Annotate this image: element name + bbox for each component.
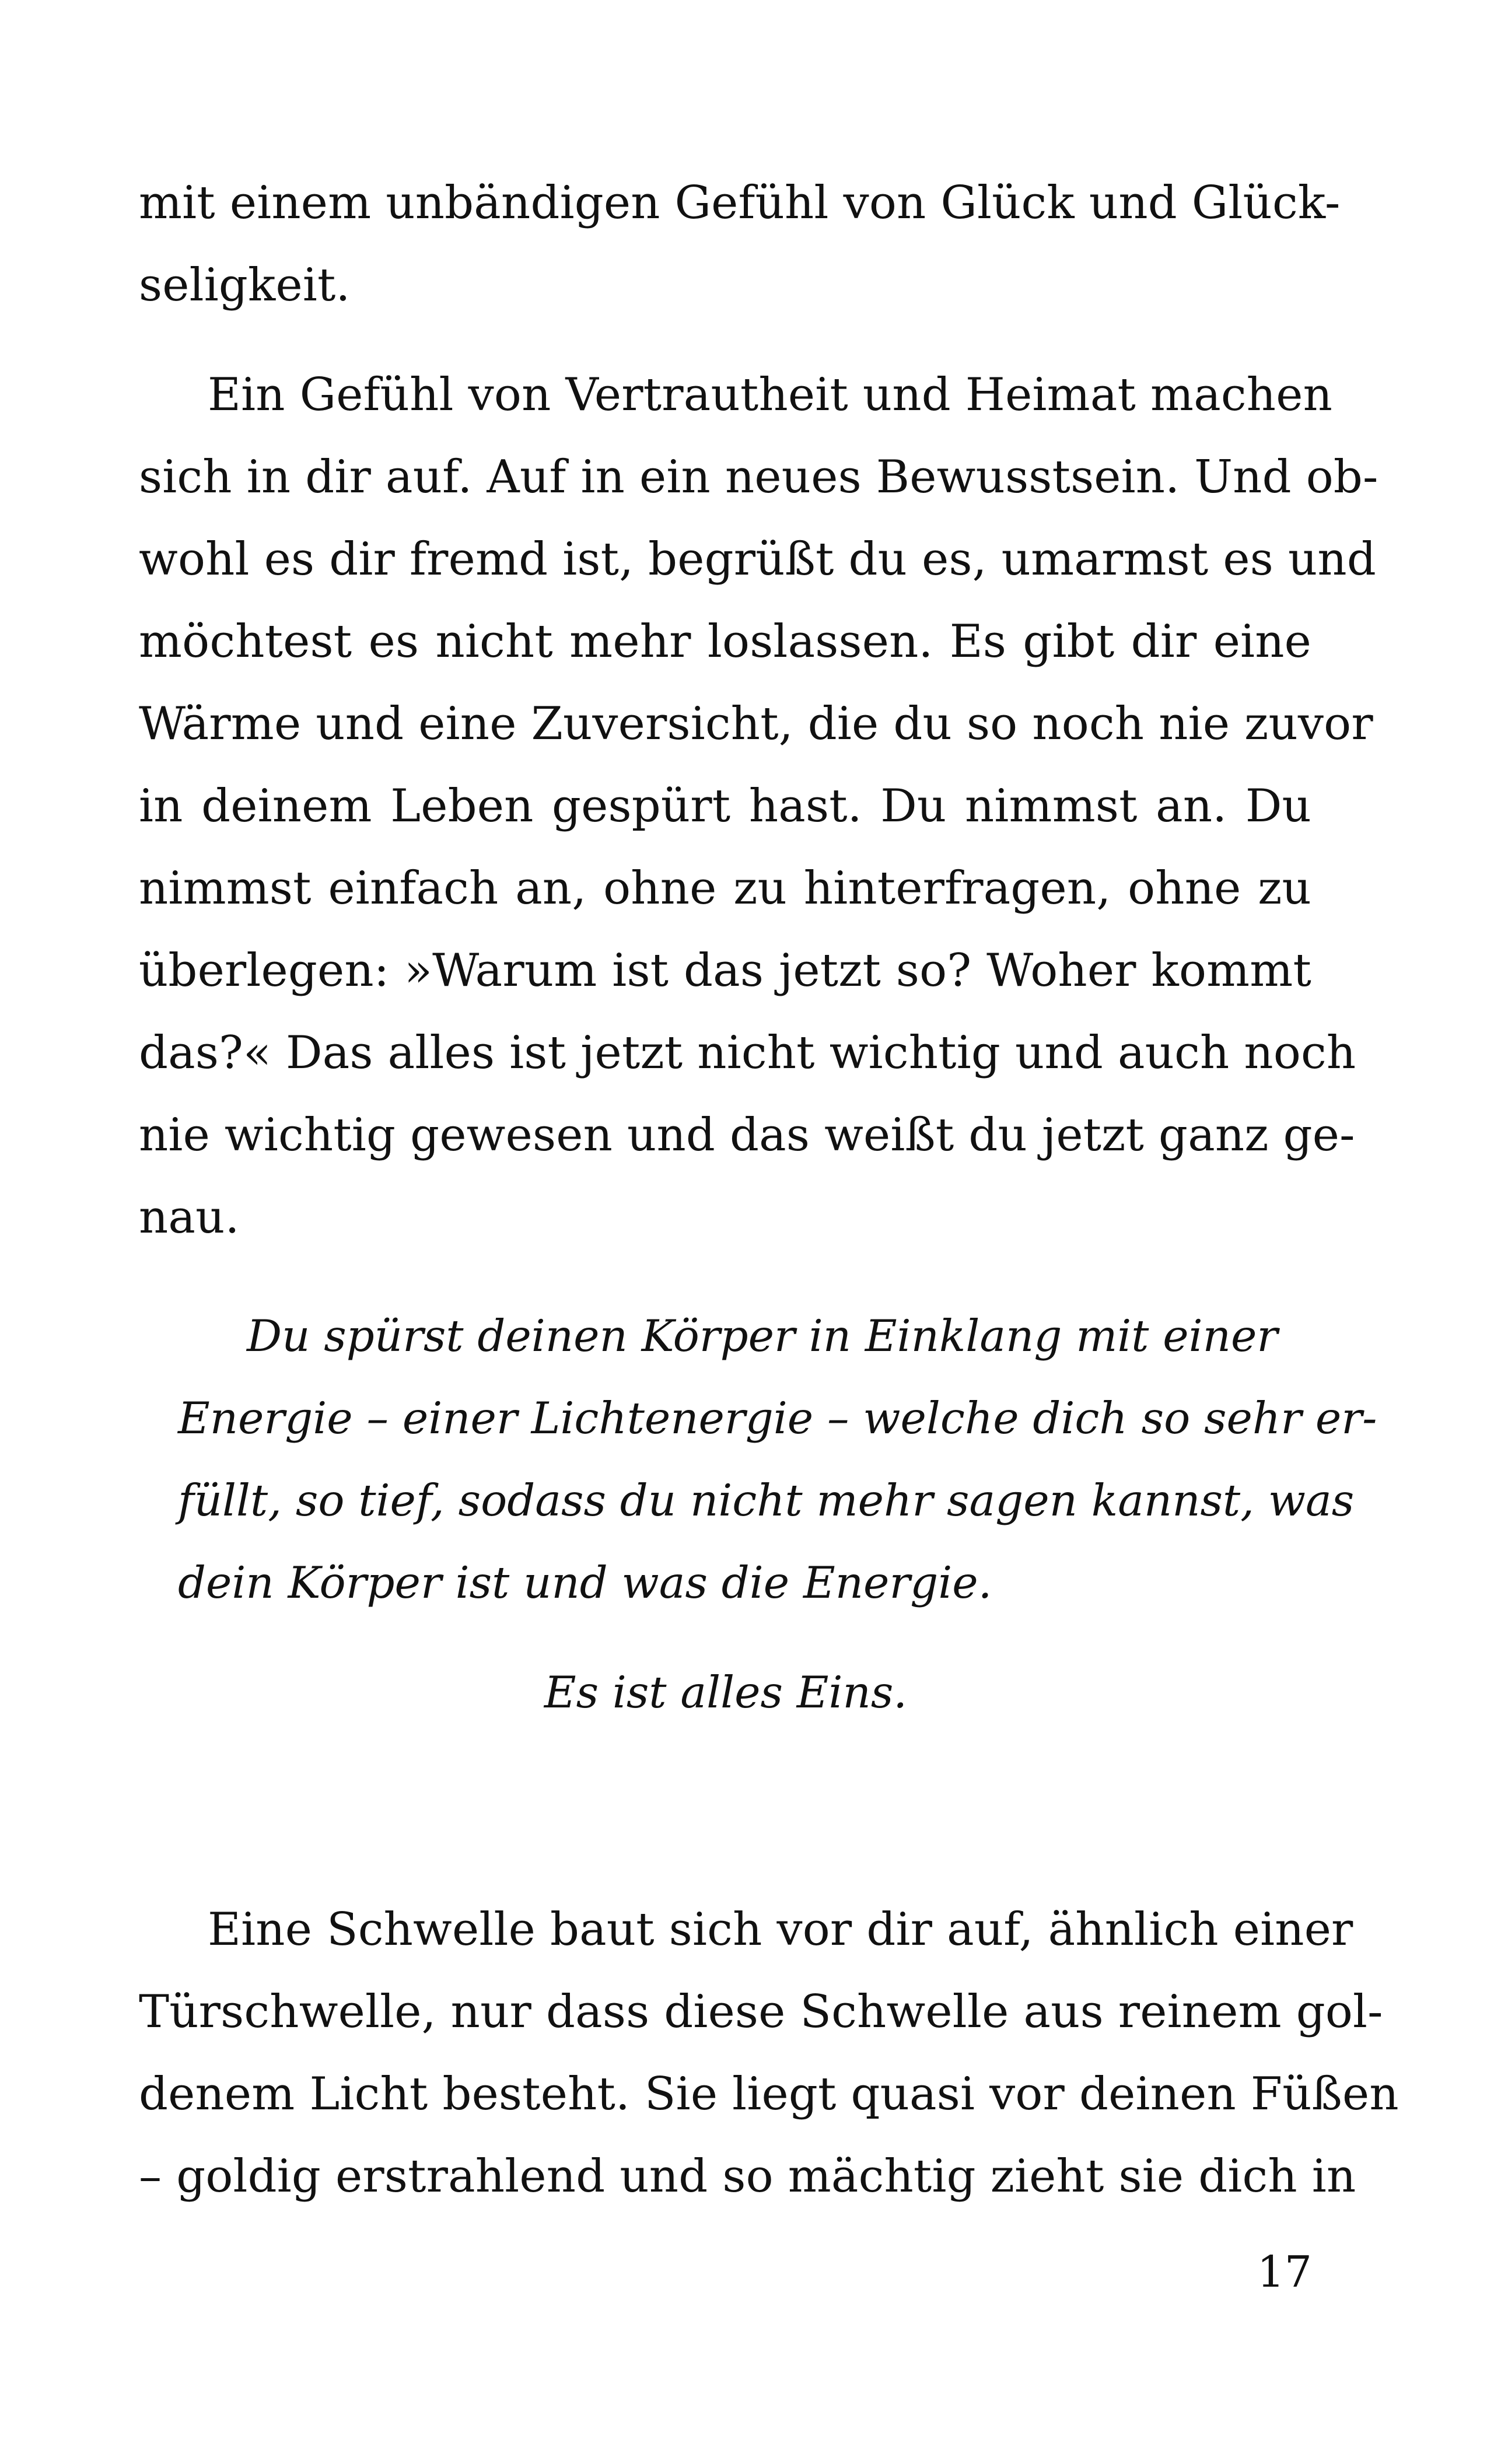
text-line: nau. <box>139 1191 240 1244</box>
text-line: Wärme und eine Zuversicht, die du so noch nie zuvor <box>139 698 1373 750</box>
text-line: – goldig erstrahlend und so mächtig zieht sie dich in <box>139 2150 1356 2203</box>
paragraph-continuation <box>139 162 1341 327</box>
text-line: das?« Das alles ist jetzt nicht wichtig und auch noch <box>139 1027 1356 1079</box>
text-line: wohl es dir fremd ist, begrüßt du es, umarmst es und <box>139 533 1376 586</box>
text-line: seligkeit. <box>139 259 351 312</box>
italic-line: Energie – einer Lichtenergie – welche dich so sehr er- <box>178 1392 1377 1444</box>
italic-line: dein Körper ist und was die Energie. <box>178 1557 992 1608</box>
italic-line: füllt, so tief, sodass du nicht mehr sagen kannst, was <box>178 1475 1355 1526</box>
text-line: Eine Schwelle baut sich vor dir auf, ähnlich einer <box>208 1903 1353 1956</box>
italic-line: Du spürst deinen Körper in Einklang mit einer <box>247 1310 1278 1362</box>
text-line: Türschwelle, nur dass diese Schwelle aus reinem gol- <box>139 1986 1383 2038</box>
text-line: in deinem Leben gespürt hast. Du nimmst an. Du <box>139 780 1311 832</box>
text-line: sich in dir auf. Auf in ein neues Bewusstsein. Und ob- <box>139 451 1378 503</box>
text-line: nie wichtig gewesen und das weißt du jetzt ganz ge- <box>139 1109 1355 1161</box>
paragraph-vertrautheit <box>139 354 1378 1259</box>
page-number: 17 <box>1257 2247 1312 2297</box>
italic-passage <box>178 1295 1377 1624</box>
text-line: Ein Gefühl von Vertrautheit und Heimat machen <box>208 369 1333 421</box>
paragraph-schwelle <box>139 1889 1399 2218</box>
text-line: denem Licht besteht. Sie liegt quasi vor deinen Füßen <box>139 2068 1399 2120</box>
text-line: mit einem unbändigen Gefühl von Glück und Glück- <box>139 177 1341 229</box>
text-line: überlegen: »Warum ist das jetzt so? Woher kommt <box>139 944 1311 997</box>
italic-centered-line: Es ist alles Eins. <box>544 1667 908 1718</box>
text-line: möchtest es nicht mehr loslassen. Es gibt dir eine <box>139 615 1311 668</box>
text-line: nimmst einfach an, ohne zu hinterfragen, ohne zu <box>139 862 1311 915</box>
